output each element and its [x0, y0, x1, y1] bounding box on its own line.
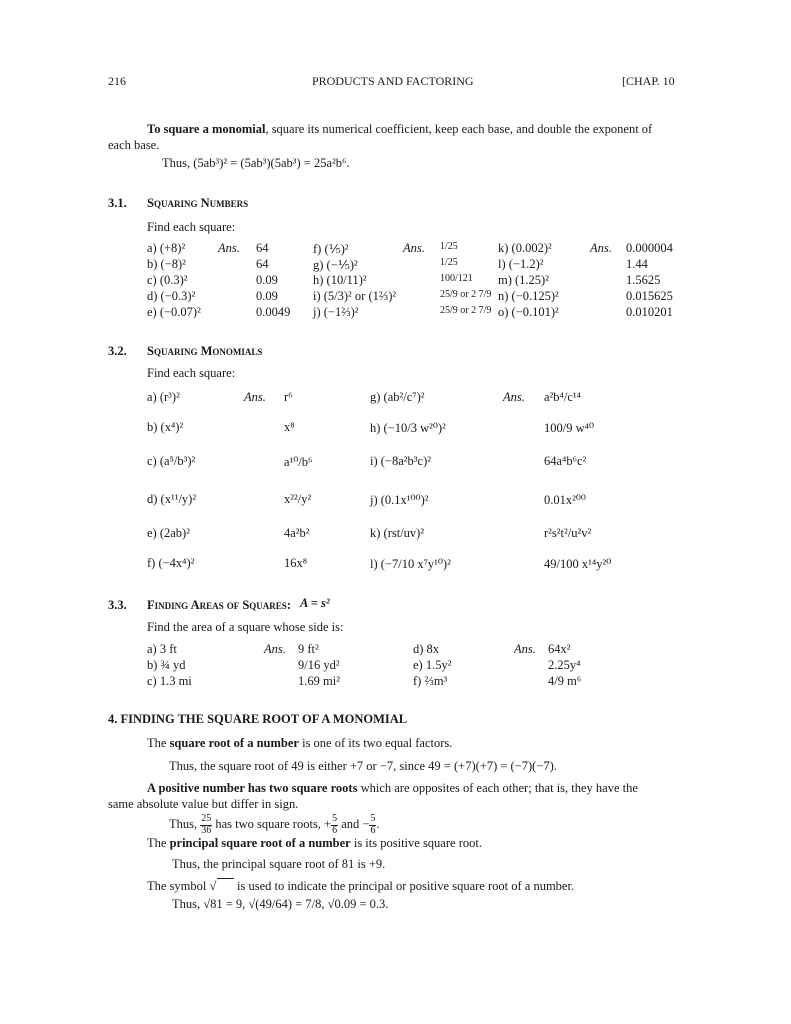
exercise-question: e) (2ab)²	[147, 526, 190, 540]
section-3-3-title: Finding Areas of Squares:	[147, 598, 291, 612]
exercise-answer: 1/25	[440, 241, 458, 252]
exercise-answer: 64a⁴b⁶c²	[544, 454, 587, 468]
section-3-2-title: Squaring Monomials	[147, 344, 263, 358]
fraction-5-6: $\frac{5}{6}$	[370, 813, 376, 836]
exercise-question: f) ⅔m³	[413, 674, 448, 688]
exercise-question: l) (−1.2)²	[498, 257, 544, 271]
exercise-answer: 1.69 mi²	[298, 674, 340, 688]
exercise-answer: 0.0049	[256, 305, 291, 319]
text: The	[147, 836, 170, 850]
exercise-answer: 0.010201	[626, 305, 673, 319]
running-title: PRODUCTS AND FACTORING	[312, 74, 474, 88]
section-3-2-instruction: Find each square:	[147, 366, 236, 380]
exercise-question: h) (−10/3 w²⁰)²	[370, 421, 446, 435]
exercise-question: b) ¾ yd	[147, 658, 186, 672]
section-3-3-number: 3.3.	[108, 598, 127, 612]
exercise-question: c) (a⁵/b³)²	[147, 454, 196, 468]
exercise-answer: 2.25y⁴	[548, 658, 581, 672]
exercise-question: i) (−8a²b³c)²	[370, 454, 431, 468]
section-3-3-formula: A = s²	[300, 596, 330, 610]
exercise-question: b) (−8)²	[147, 257, 186, 271]
intro-rule-cont: each base.	[108, 138, 160, 152]
exercise-question: g) (−⅕)²	[313, 258, 358, 272]
intro-example: Thus, (5ab³)² = (5ab³)(5ab³) = 25a²b⁶.	[162, 156, 350, 170]
answer-label: Ans.	[403, 241, 425, 255]
exercise-answer: 0.01x²⁰⁰	[544, 493, 586, 507]
section-3-1-number: 3.1.	[108, 196, 127, 210]
text: The symbol	[147, 879, 210, 893]
exercise-answer: a²b⁴/c¹⁴	[544, 390, 582, 404]
exercise-question: a) (r³)²	[147, 390, 180, 404]
exercise-question: f) (−4x⁴)²	[147, 556, 195, 570]
section-4-para-2	[147, 781, 638, 796]
exercise-question: a) 3 ft	[147, 642, 177, 656]
intro-rule-bold: To square a monomial	[147, 122, 266, 136]
chapter-label: [CHAP. 10	[622, 74, 675, 88]
exercise-question: j) (−1⅔)²	[313, 305, 359, 319]
fraction-5-6: $\frac{5}{6}$	[332, 813, 338, 836]
exercise-answer: 1.5625	[626, 273, 661, 287]
exercise-answer: 100/121	[440, 273, 473, 284]
radical-symbol-icon: √	[210, 879, 234, 893]
exercise-answer: 100/9 w⁴⁰	[544, 421, 594, 435]
exercise-answer: 9 ft²	[298, 642, 319, 656]
section-3-2-number: 3.2.	[108, 344, 127, 358]
exercise-answer: 1/25	[440, 257, 458, 268]
exercise-question: i) (5/3)² or (1⅔)²	[313, 289, 397, 303]
exercise-question: n) (−0.125)²	[498, 289, 559, 303]
exercise-question: d) (−0.3)²	[147, 289, 196, 303]
exercise-answer: x⁸	[284, 420, 295, 434]
section-4-heading: 4. FINDING THE SQUARE ROOT OF A MONOMIAL	[108, 712, 408, 726]
section-4-example-2: Thus, $\frac{25}{36}$ has two square roots, + $\frac{5}{6}$ and − $\frac{5}{6}$ .	[169, 813, 380, 836]
intro-rule	[147, 122, 652, 137]
exercise-answer: r⁶	[284, 390, 293, 404]
section-3-1-instruction: Find each square:	[147, 220, 236, 234]
exercise-answer: 64	[256, 241, 269, 255]
exercise-answer: 1.44	[626, 257, 648, 271]
exercise-answer: 64x²	[548, 642, 571, 656]
exercise-question: j) (0.1x¹⁰⁰)²	[370, 493, 429, 507]
section-4-para-2-cont: same absolute value but differ in sign.	[108, 797, 299, 811]
fraction-25-36: $\frac{25}{36}$	[201, 813, 212, 836]
page-number: 216	[108, 74, 126, 88]
section-3-3-instruction: Find the area of a square whose side is:	[147, 620, 344, 634]
answer-label: Ans.	[590, 241, 612, 255]
answer-label: Ans.	[503, 390, 525, 404]
exercise-answer: 4/9 m⁶	[548, 674, 582, 688]
exercise-question: h) (10/11)²	[313, 273, 367, 287]
term-two-square-roots: A positive number has two square roots	[147, 781, 358, 795]
exercise-question: b) (x⁴)²	[147, 420, 184, 434]
exercise-answer: 9/16 yd²	[298, 658, 340, 672]
text: Thus,	[169, 816, 201, 831]
term-principal-root: principal square root of a number	[169, 836, 351, 850]
exercise-answer: 0.000004	[626, 241, 673, 255]
section-3-1-title: Squaring Numbers	[147, 196, 249, 210]
section-4-para-1	[147, 736, 452, 751]
text: The	[147, 736, 170, 750]
exercise-question: k) (0.002)²	[498, 241, 552, 255]
answer-label: Ans.	[244, 390, 266, 404]
answer-label: Ans.	[218, 241, 240, 255]
exercise-answer: 4a²b²	[284, 526, 310, 540]
exercise-answer: 0.09	[256, 273, 278, 287]
intro-rule-rest: , square its numerical coefficient, keep each base, and double the exponent of	[265, 122, 653, 136]
answer-label: Ans.	[264, 642, 286, 656]
section-4-example-4: Thus, √81 = 9, √(49/64) = 7/8, √0.09 = 0.3.	[172, 897, 389, 911]
exercise-question: d) 8x	[413, 642, 440, 656]
text: is its positive square root.	[350, 836, 482, 850]
answer-label: Ans.	[514, 642, 536, 656]
exercise-question: e) (−0.07)²	[147, 305, 201, 319]
exercise-question: c) 1.3 mi	[147, 674, 192, 688]
exercise-question: k) (rst/uv)²	[370, 526, 425, 540]
exercise-question: d) (x¹¹/y)²	[147, 492, 197, 506]
text: has two square roots,	[212, 816, 325, 831]
exercise-answer: a¹⁰/b⁶	[284, 455, 313, 469]
section-4-para-3	[147, 836, 482, 851]
section-4-example-3: Thus, the principal square root of 81 is +9.	[172, 857, 386, 871]
exercise-answer: 25/9 or 2 7/9	[440, 305, 492, 316]
exercise-question: a) (+8)²	[147, 241, 186, 255]
exercise-question: c) (0.3)²	[147, 273, 188, 287]
exercise-answer: 49/100 x¹⁴y²⁰	[544, 557, 612, 571]
exercise-question: l) (−7/10 x⁷y¹⁰)²	[370, 557, 451, 571]
text: is one of its two equal factors.	[298, 736, 453, 750]
section-4-para-4	[147, 878, 574, 894]
text: is used to indicate the principal or positive square root of a number.	[233, 879, 575, 893]
term-square-root: square root of a number	[169, 736, 299, 750]
section-4-example-1: Thus, the square root of 49 is either +7 or −7, since 49 = (+7)(+7) = (−7)(−7).	[169, 759, 557, 773]
exercise-question: e) 1.5y²	[413, 658, 452, 672]
exercise-question: o) (−0.101)²	[498, 305, 559, 319]
exercise-question: g) (ab²/c⁷)²	[370, 390, 425, 404]
exercise-question: m) (1.25)²	[498, 273, 549, 287]
exercise-answer: x²²/y²	[284, 492, 312, 506]
exercise-answer: 0.015625	[626, 289, 673, 303]
exercise-answer: 64	[256, 257, 269, 271]
text: which are opposites of each other; that is, they have the	[357, 781, 638, 795]
exercise-answer: 25/9 or 2 7/9	[440, 289, 492, 300]
exercise-answer: 0.09	[256, 289, 278, 303]
text: and	[338, 816, 363, 831]
exercise-answer: 16x⁸	[284, 556, 308, 570]
exercise-question: f) (⅕)²	[313, 242, 349, 256]
exercise-answer: r²s²t²/u²v²	[544, 526, 592, 540]
